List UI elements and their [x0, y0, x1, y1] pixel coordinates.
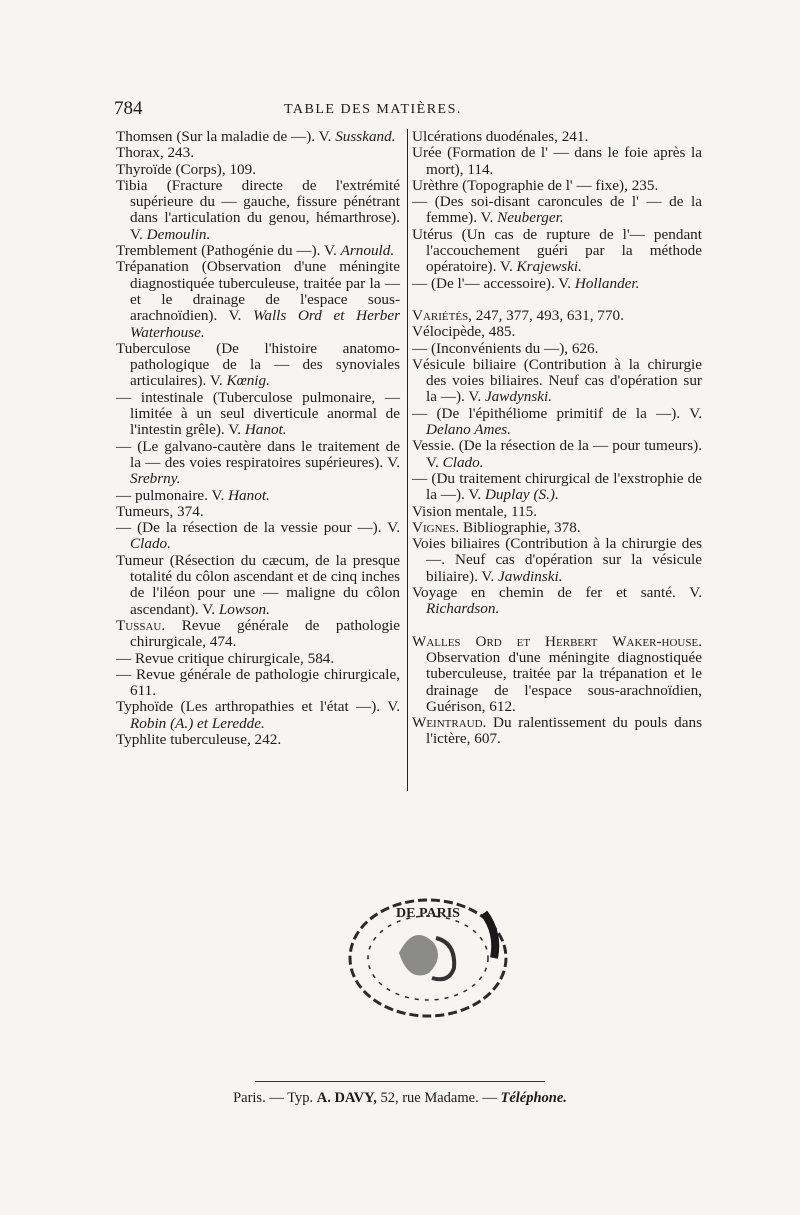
index-entry	[412, 715, 702, 748]
footer-address: 52, rue Madame. —	[376, 1090, 501, 1106]
entry-author: Weintraud.	[412, 714, 487, 732]
footer-printer: A. DAVY,	[316, 1090, 377, 1106]
entry-reference: Jawdinski.	[498, 567, 563, 585]
index-entry	[116, 618, 400, 651]
entry-reference: Robin (A.) et Leredde.	[130, 714, 265, 732]
entry-text: Tumeur (Résection du cæcum, de la presque totalité du côlon ascendant et de cinq inches de l'iléon pour une — maligne du côlon ascendant). V.	[116, 551, 400, 618]
index-entry	[412, 504, 702, 520]
entry-text: Thyroïde (Corps), 109.	[116, 160, 257, 178]
entry-reference: Duplay (S.).	[484, 486, 559, 504]
entry-text: — intestinale (Tuberculose pulmonaire, — limitée à un seul diverticule anormal de l'intestin grêle). V.	[116, 388, 400, 439]
entry-text: Voyage en chemin de fer et santé. V.	[412, 584, 702, 602]
index-entry	[412, 227, 702, 276]
entry-text: Bibliographie, 378.	[459, 518, 581, 536]
index-entry	[116, 243, 400, 259]
entry-text: — (De l'— accessoire). V.	[412, 274, 575, 292]
entry-text: Observation d'une méningite diagnostiquée tuberculeuse, traitée par la trépanation et le drainage de l'espace sous-arachnoïdien, Guérison, 612.	[426, 648, 702, 715]
entry-text: Thomsen (Sur la maladie de —). V.	[116, 128, 336, 145]
entry-author: Tussau.	[116, 616, 166, 634]
entry-text: Ulcérations duodénales, 241.	[412, 128, 589, 145]
entry-text: — (Du traitement chirurgical de l'exstrophie de la —). V.	[412, 469, 702, 504]
index-entry	[412, 357, 702, 406]
entry-text: 247, 377, 493, 631, 770.	[471, 306, 624, 324]
entry-text: — (De l'épithéliome primitif de la —). V.	[412, 404, 702, 422]
index-entry	[116, 667, 400, 700]
entry-text: Utérus (Un cas de rupture de l'— pendant l'accouchement guéri par la méthode opératoire). V.	[412, 225, 702, 276]
entry-reference: Srebrny.	[130, 470, 181, 488]
entry-reference: Lowson.	[218, 600, 270, 618]
footer-telephone: Téléphone.	[500, 1090, 567, 1106]
entry-text: Typhoïde (Les arthropathies et l'état —). V.	[116, 698, 400, 716]
index-entry	[116, 129, 400, 145]
index-entry	[116, 651, 400, 667]
index-entry	[116, 488, 400, 504]
entry-text: — Revue générale de pathologie chirurgicale, 611.	[116, 665, 400, 700]
index-entry	[412, 341, 702, 357]
index-entry	[116, 520, 400, 553]
index-entry	[116, 732, 400, 748]
entry-text: Vélocipède, 485.	[412, 323, 516, 341]
entry-text: Trépanation (Observation d'une méningite diagnostiquée tuberculeuse, traitée par la — et le drainage de l'espace sous-arachnoïdien). V.	[116, 258, 400, 325]
index-entry	[412, 520, 702, 536]
entry-text: Vessie. (De la résection de la — pour tumeurs). V.	[412, 437, 702, 471]
index-entry	[412, 634, 702, 715]
index-entry	[116, 439, 400, 488]
entry-text: — pulmonaire. V.	[116, 486, 229, 504]
entry-reference: Richardson.	[426, 600, 500, 618]
index-entry	[412, 178, 702, 194]
running-header	[114, 98, 694, 122]
entry-text: Tuberculose (De l'histoire anatomo-pathologique de la — des synoviales articulaires). V.	[116, 339, 400, 390]
entry-author: Variétés,	[412, 306, 472, 324]
entry-reference: Clado.	[130, 535, 171, 553]
printer-imprint	[0, 1090, 800, 1107]
entry-reference: Clado.	[442, 453, 484, 471]
entry-text: Voies biliaires (Contribution à la chirurgie des —. Neuf cas d'opération sur la vésicule biliaire). V.	[412, 535, 702, 585]
entry-reference: Kœnig.	[226, 372, 270, 390]
entry-text: Urèthre (Topographie de l' — fixe), 235.	[412, 176, 659, 194]
entry-text: Thorax, 243.	[116, 144, 195, 162]
index-entry	[412, 194, 702, 227]
entry-text: Urée (Formation de l' — dans le foie après la mort), 114.	[412, 144, 702, 178]
index-entry	[412, 129, 702, 145]
index-entry	[412, 324, 702, 340]
index-entry	[412, 145, 702, 178]
entry-text: — (Inconvénients du —), 626.	[412, 339, 599, 357]
index-entry	[116, 145, 400, 161]
entry-text: — Revue critique chirurgicale, 584.	[116, 649, 335, 667]
entry-text: — (De la résection de la vessie pour —). V.	[116, 519, 400, 537]
entry-reference: Walls Ord et Herber Waterhouse.	[130, 307, 400, 341]
entry-reference: Jawdynski.	[484, 388, 552, 406]
entry-reference: Susskand.	[335, 128, 396, 145]
entry-reference: Hanot.	[228, 486, 270, 504]
left-column	[116, 129, 400, 748]
index-entry	[116, 699, 400, 732]
entry-text: Tremblement (Pathogénie du —). V.	[116, 242, 341, 260]
index-entry	[412, 585, 702, 618]
index-entry	[116, 162, 400, 178]
index-entry	[116, 504, 400, 520]
entry-text: — (Des soi-disant caroncules de l' — de la femme). V.	[412, 193, 702, 227]
entry-reference: Hollander.	[574, 274, 640, 292]
right-column	[407, 129, 702, 791]
entry-text: Tumeurs, 374.	[116, 502, 204, 520]
entry-reference: Neuberger.	[497, 209, 564, 227]
entry-reference: Krajewski.	[516, 258, 582, 276]
entry-author: Walles Ord et Herbert Waker-house.	[412, 632, 702, 650]
entry-text: Vésicule biliaire (Contribution à la chirurgie des voies biliaires. Neuf cas d'opération sur la —). V.	[412, 355, 702, 406]
entry-author: Vignes.	[412, 518, 460, 536]
index-entry	[412, 308, 702, 324]
entry-reference: Demoulin.	[146, 225, 211, 243]
entry-text: Tibia (Fracture directe de l'extrémité supérieure du — gauche, fissure pénétrant dans l'articulation du genou, hémarthrose). V.	[116, 176, 400, 243]
entry-text: Du ralentissement du pouls dans l'ictère, 607.	[426, 714, 702, 748]
index-entry	[412, 406, 702, 439]
entry-text: — (Le galvano-cautère dans le traitement de la — des voies respiratoires supérieures). V.	[116, 437, 400, 471]
index-entry	[116, 390, 400, 439]
index-entry	[116, 341, 400, 390]
entry-text: Typhlite tuberculeuse, 242.	[116, 730, 282, 748]
index-entry	[116, 178, 400, 243]
entry-reference: Arnould.	[340, 242, 395, 260]
library-stamp-icon	[344, 893, 512, 1023]
index-entry	[412, 438, 702, 471]
entry-reference: Hanot.	[244, 421, 287, 439]
index-entry	[412, 276, 702, 292]
running-title: TABLE DES MATIÈRES.	[284, 102, 462, 117]
stamp-text: DE PARIS	[396, 906, 460, 921]
entry-text: Revue générale de pathologie chirurgicale, 474.	[130, 616, 400, 651]
index-entry	[116, 553, 400, 618]
entry-reference: Delano Ames.	[426, 421, 511, 439]
index-entry	[412, 536, 702, 585]
footer-prefix: Paris. — Typ.	[233, 1090, 317, 1106]
entry-text: Vision mentale, 115.	[412, 502, 538, 520]
index-entry	[412, 471, 702, 504]
index-entry	[116, 259, 400, 340]
footer-rule	[255, 1081, 545, 1082]
page-number: 784	[114, 98, 143, 119]
